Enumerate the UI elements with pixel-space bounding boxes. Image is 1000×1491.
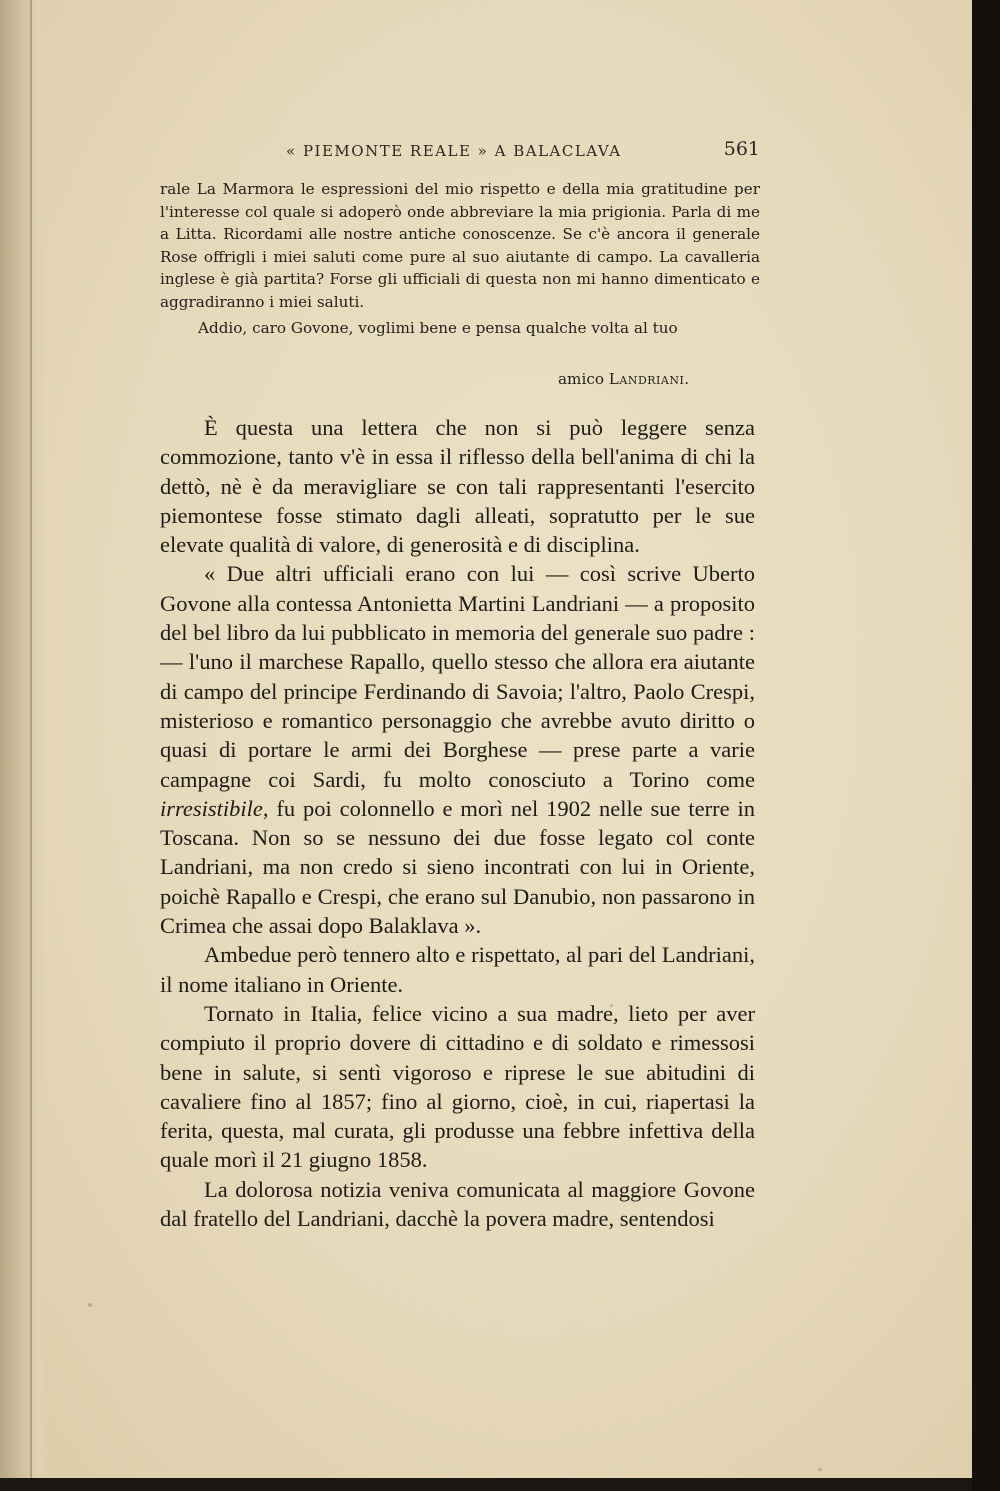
body-paragraph-1: È questa una lettera che non si può leggere senza commozione, tanto v'è in essa il riflesso della bell'anima di chi la dettò, nè è da meravigliare se con tali rappresentanti l'esercito piemontese fosse stimato dagli alleati, sopratutto per le sue elevate qualità di valore, di generosità e di disciplina. xyxy=(160,415,755,558)
page-gutter xyxy=(0,0,48,1478)
body-paragraph-4: Tornato in Italia, felice vicino a sua madre, lieto per aver compiuto il proprio dovere di cittadino e di soldato e rimessosi bene in salute, si sentì vigoroso e riprese le sue abitudini di cavaliere fino al 1857; fino al giorno, cioè, in cui, riapertasi la ferita, questa, mal curata, gli produsse una febbre infettiva della quale morì il 21 giugno 1858. xyxy=(160,1000,755,1173)
body-paragraph-2-start: « Due altri ufficiali erano con lui — così scrive Uberto Govone alla contessa Antonietta Martini Landriani — a proposito del bel libro da lui pubblicato in memoria del generale suo padre : — l'uno il marchese Rapallo, quello stesso che allora era aiutante di campo del principe Ferdinando di Savoia; l'altro, Paolo Crespi, misterioso e romantico personaggio che avrebbe avuto diritto o quasi di portare le armi dei Borghese — prese parte a varie campagne coi Sardi, fu molto conosciuto a Torino come xyxy=(160,561,755,792)
paper-speck xyxy=(88,1303,92,1307)
gutter-fold-line xyxy=(30,0,32,1478)
running-title: « PIEMONTE REALE » A BALACLAVA xyxy=(286,142,622,160)
letter-closing: Addio, caro Govone, voglimi bene e pensa qualche volta al tuo xyxy=(198,319,678,337)
body-paragraph-3: Ambedue però tennero alto e rispettato, al pari del Landriani, il nome italiano in Oriente. xyxy=(160,942,755,997)
body-paragraph-2 xyxy=(160,559,755,940)
running-header xyxy=(160,138,760,166)
signature-name: Landriani. xyxy=(608,370,690,388)
signature-prefix: amico xyxy=(558,370,604,388)
paper-speck xyxy=(818,1468,822,1471)
quoted-letter xyxy=(160,178,760,340)
body-paragraph-2-end: , fu poi colonnello e morì nel 1902 nelle sue terre in Toscana. Non so se nessuno dei due fosse legato col conte Landriani, ma non credo si sieno incontrati con lui in Oriente, poichè Rapallo e Crespi, che erano sul Danubio, non passarono in Crimea che assai dopo Balaklava ». xyxy=(160,795,755,939)
body-paragraph-2-italic: irresistibile xyxy=(160,795,263,821)
paper-speck xyxy=(610,1004,613,1007)
main-text xyxy=(160,413,755,1233)
body-paragraph-5: La dolorosa notizia veniva comunicata al maggiore Govone dal fratello del Landriani, dacchè la povera madre, sentendosi xyxy=(160,1176,755,1232)
page-number: 561 xyxy=(723,138,760,160)
letter-paragraph: rale La Marmora le espressioni del mio rispetto e della mia gratitudine per l'interesse col quale si adoperò onde abbreviare la mia prigionia. Parla di me a Litta. Ricordami alle nostre antiche conoscenze. Se c'è ancora il generale Rose offrigli i miei saluti come pure al suo aiutante di campo. La cavalleria inglese è già partita? Forse gli ufficiali di questa non mi hanno dimenticato e aggradiranno i miei saluti. xyxy=(160,180,760,311)
letter-signature xyxy=(558,370,690,388)
scan-border xyxy=(972,0,1000,1491)
